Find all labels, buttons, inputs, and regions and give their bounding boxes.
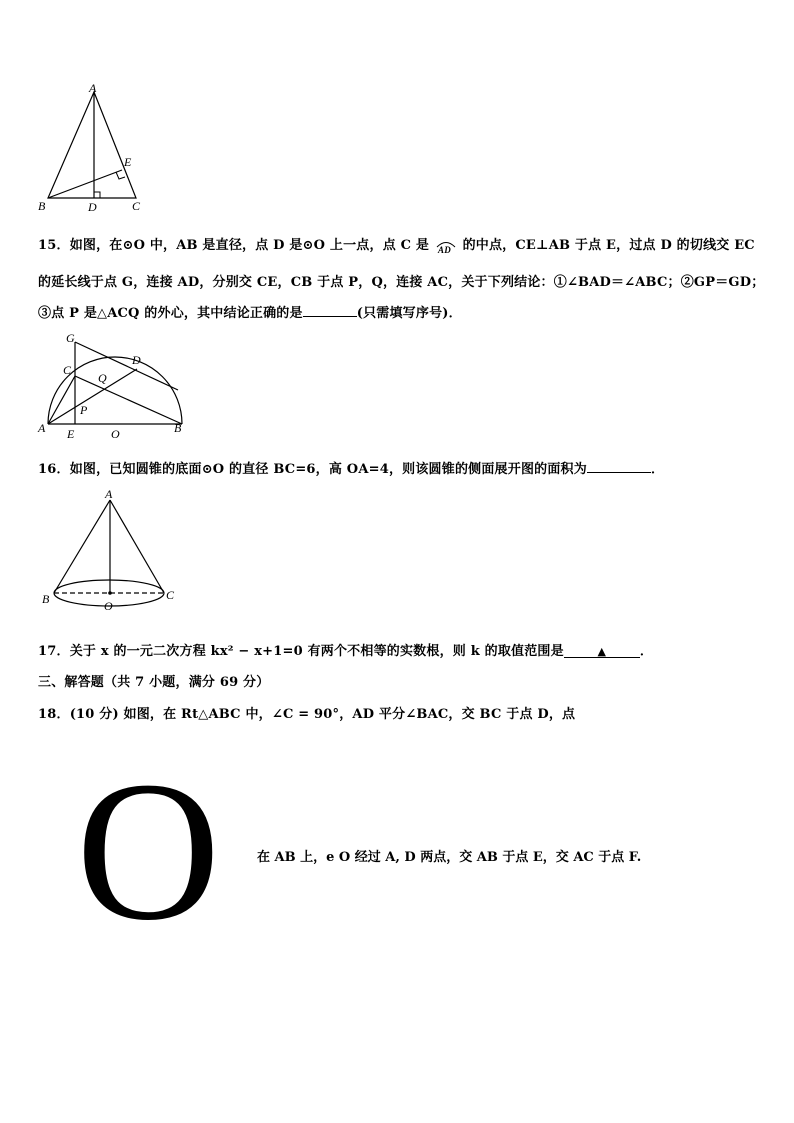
answer-blank: ▲ bbox=[564, 645, 640, 658]
large-letter-o: O bbox=[76, 741, 221, 962]
label-a: A bbox=[105, 487, 113, 501]
answer-blank bbox=[587, 460, 651, 473]
label-a: A bbox=[89, 81, 97, 95]
label-q: Q bbox=[98, 371, 107, 385]
semicircle-figure bbox=[30, 330, 190, 445]
label-p: P bbox=[80, 403, 88, 417]
label-a: A bbox=[38, 421, 46, 435]
label-g: G bbox=[66, 331, 75, 345]
cone-figure bbox=[30, 482, 190, 614]
label-d: D bbox=[88, 200, 97, 214]
q15-line3: ③点 P 是△ACQ 的外心，其中结论正确的是 (只需填写序号)． bbox=[38, 306, 462, 321]
label-b: B bbox=[174, 421, 182, 435]
q15-line2: 的延长线于点 G，连接 AD，分别交 CE，CB 于点 P，Q，连接 AC，关于下列结论：①∠BAD＝∠ABC；②GP＝GD； bbox=[38, 275, 765, 290]
label-b: B bbox=[42, 592, 50, 606]
svg-text:AD: AD bbox=[437, 244, 451, 254]
label-e: E bbox=[124, 155, 132, 169]
q15-line1: 15．如图，在⊙O 中，AB 是直径，点 D 是⊙O 上一点，点 C 是 AD 的中点，CE⊥AB 于点 E，过点 D 的切线交 EC bbox=[38, 238, 755, 254]
label-o: O bbox=[111, 427, 120, 441]
q18-line1: 18．(10 分) 如图，在 Rt△ABC 中，∠C = 90°，AD 平分∠BAC，交 BC 于点 D，点 bbox=[38, 707, 576, 722]
label-c: C bbox=[63, 363, 72, 377]
q16-text: 16．如图，已知圆锥的底面⊙O 的直径 BC=6，高 OA=4，则该圆锥的侧面展开图的面积为 ． bbox=[38, 462, 665, 477]
section-heading: 三、解答题（共 7 小题，满分 69 分） bbox=[38, 675, 270, 690]
label-o: O bbox=[104, 599, 113, 613]
arc-ad-symbol bbox=[434, 238, 458, 254]
q18-line2: 在 AB 上，e O 经过 A, D 两点，交 AB 于点 E，交 AC 于点 F. bbox=[257, 850, 642, 865]
q17-text: 17．关于 x 的一元二次方程 kx² − x+1=0 有两个不相等的实数根，则 k 的取值范围是 ▲ ． bbox=[38, 644, 654, 659]
label-d: D bbox=[132, 353, 141, 367]
label-b: B bbox=[38, 199, 46, 213]
label-c: C bbox=[166, 588, 175, 602]
label-c: C bbox=[132, 199, 141, 213]
answer-blank bbox=[303, 304, 357, 317]
label-e: E bbox=[67, 427, 75, 441]
triangle-figure bbox=[30, 80, 160, 220]
